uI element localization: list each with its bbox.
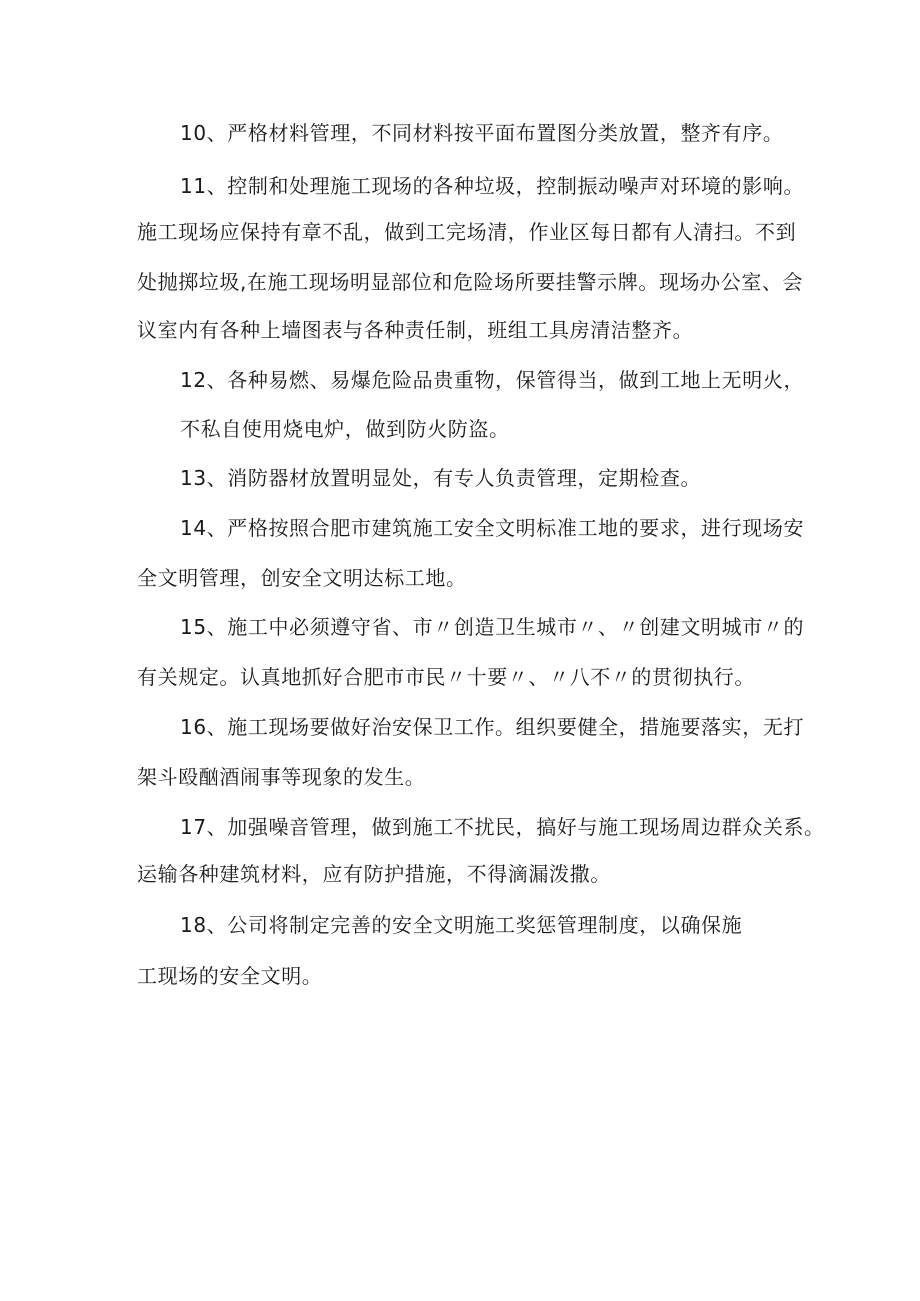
line-item-18-cont: 工现场的安全文明。 <box>137 964 323 988</box>
line-item-16: 16、施工现场要做好治安保卫工作。组织要健全，措施要落实，无打 <box>180 715 805 739</box>
line-item-17: 17、加强噪音管理，做到施工不扰民，搞好与施工现场周边群众关系。 <box>180 815 825 839</box>
line-item-11: 11、控制和处理施工现场的各种垃圾，控制振动噪声对环境的影响。 <box>180 174 805 198</box>
line-item-11-cont-1: 施工现场应保持有章不乱，做到工完场清，作业区每日都有人清扫。不到 <box>137 220 797 244</box>
line-item-11-cont-3: 议室内有各种上墙图表与各种责任制，班组工具房清洁整齐。 <box>137 318 694 342</box>
line-item-15: 15、施工中必须遵守省、市〃创造卫生城市〃、〃创建文明城市〃的 <box>180 615 805 639</box>
line-item-14: 14、严格按照合肥市建筑施工安全文明标准工地的要求，进行现场安 <box>180 516 805 540</box>
line-item-14-cont: 全文明管理，创安全文明达标工地。 <box>137 566 467 590</box>
line-item-10: 10、严格材料管理，不同材料按平面布置图分类放置，整齐有序。 <box>180 121 784 145</box>
line-item-16-cont: 架斗殴酗酒闹事等现象的发生。 <box>137 765 426 789</box>
line-item-17-cont: 运输各种建筑材料，应有防护措施，不得滴漏泼撒。 <box>137 862 611 886</box>
line-item-18: 18、公司将制定完善的安全文明施工奖惩管理制度，以确保施 <box>180 913 743 937</box>
line-item-12: 12、各种易燃、易爆危险品贵重物，保管得当，做到工地上无明火， <box>180 368 805 392</box>
line-item-11-cont-2: 处抛掷垃圾,在施工现场明显部位和危险场所要挂警示牌。现场办公室、会 <box>137 270 804 294</box>
line-item-15-cont: 有关规定。认真地抓好合肥市市民〃十要〃、〃八不〃的贯彻执行。 <box>137 665 755 689</box>
line-item-13: 13、消防器材放置明显处，有专人负责管理，定期检查。 <box>180 466 702 490</box>
line-item-12-cont: 不私自使用烧电炉，做到防火防盗。 <box>180 417 510 441</box>
